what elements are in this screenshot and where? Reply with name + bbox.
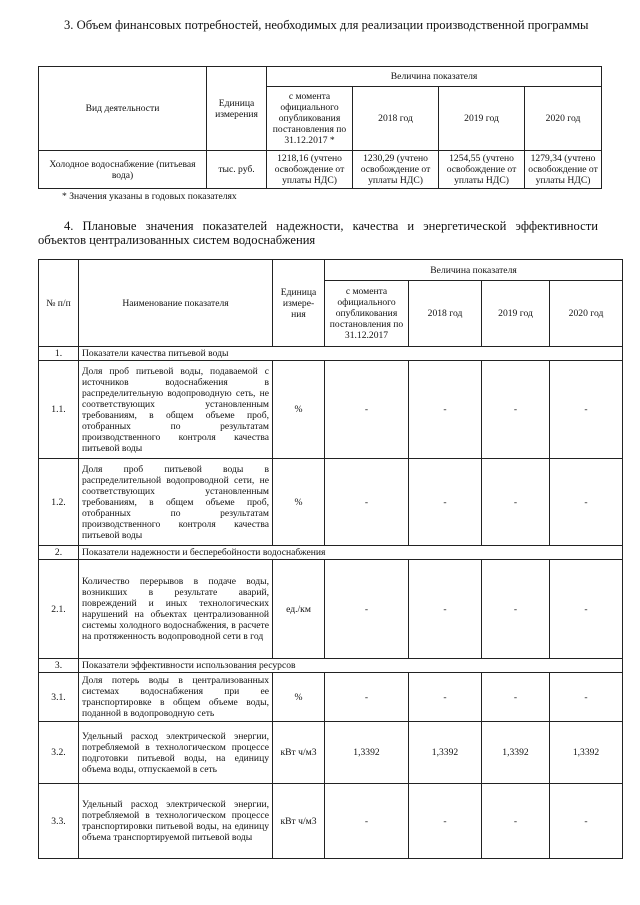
indicator-value: - (325, 673, 409, 722)
indicator-value: - (482, 361, 550, 459)
section-row (39, 347, 623, 361)
value-cell: 1230,29 (учтено освобождение от уплаты НДС) (353, 151, 439, 189)
financial-needs-table (38, 66, 602, 189)
row-number: 3.3. (39, 784, 79, 859)
table-row (39, 673, 623, 722)
indicator-value: - (409, 459, 482, 546)
indicators-table (38, 259, 623, 859)
header-value-group: Величина показателя (325, 260, 623, 281)
indicator-value: 1,3392 (550, 722, 623, 784)
table-row (39, 459, 623, 546)
indicator-value: - (550, 361, 623, 459)
header-period: 2018 год (353, 87, 439, 151)
indicator-value: - (550, 673, 623, 722)
indicator-value: - (550, 784, 623, 859)
indicator-unit: кВт ч/м3 (273, 784, 325, 859)
section-title: Показатели надежности и бесперебойности водоснабжения (79, 546, 623, 560)
indicator-name: Доля потерь воды в централизованных системах водоснабжения при ее транспортировке в общем объеме воды, поданной в водопроводную сеть (79, 673, 273, 722)
row-number: 3.1. (39, 673, 79, 722)
table-row (39, 722, 623, 784)
indicator-value: - (550, 560, 623, 659)
table-row (39, 560, 623, 659)
indicator-value: 1,3392 (409, 722, 482, 784)
indicator-value: - (482, 673, 550, 722)
indicator-value: - (482, 560, 550, 659)
section-row (39, 659, 623, 673)
header-period: 2020 год (525, 87, 602, 151)
footnote: * Значения указаны в годовых показателях (62, 191, 237, 202)
value-cell: 1218,16 (учтено освобождение от уплаты НДС) (267, 151, 353, 189)
value-cell: 1279,34 (учтено освобождение от уплаты НДС) (525, 151, 602, 189)
indicator-unit: % (273, 459, 325, 546)
indicator-value: 1,3392 (482, 722, 550, 784)
row-number: 3.2. (39, 722, 79, 784)
row-number: 2. (39, 546, 79, 560)
indicator-value: - (325, 560, 409, 659)
header-period: 2020 год (550, 281, 623, 347)
row-number: 1.1. (39, 361, 79, 459)
indicator-value: 1,3392 (325, 722, 409, 784)
section-row (39, 546, 623, 560)
table-row (39, 361, 623, 459)
header-unit: Единица измерения (207, 67, 267, 151)
section-title: Показатели эффективности использования ресурсов (79, 659, 623, 673)
indicator-value: - (325, 361, 409, 459)
indicator-value: - (482, 784, 550, 859)
indicator-unit: ед./км (273, 560, 325, 659)
indicator-unit: кВт ч/м3 (273, 722, 325, 784)
header-name: Наименование показателя (79, 260, 273, 347)
indicator-value: - (409, 784, 482, 859)
unit-cell: тыс. руб. (207, 151, 267, 189)
activity-cell: Холодное водоснабжение (питьевая вода) (39, 151, 207, 189)
row-number: 3. (39, 659, 79, 673)
header-period: 2018 год (409, 281, 482, 347)
header-activity: Вид деятельности (39, 67, 207, 151)
indicator-value: - (325, 784, 409, 859)
header-period: 2019 год (439, 87, 525, 151)
header-period: с момента официального опубликования постановления по 31.12.2017 (325, 281, 409, 347)
section-4-heading: 4. Плановые значения показателей надежности, качества и энергетической эффективности объектов централизованных систем водоснабжения (38, 219, 598, 247)
header-period: с момента официального опубликования постановления по 31.12.2017 * (267, 87, 353, 151)
row-number: 1. (39, 347, 79, 361)
row-number: 1.2. (39, 459, 79, 546)
header-unit: Единица измере-ния (273, 260, 325, 347)
indicator-value: - (409, 560, 482, 659)
indicator-unit: % (273, 673, 325, 722)
header-num: № п/п (39, 260, 79, 347)
value-cell: 1254,55 (учтено освобождение от уплаты НДС) (439, 151, 525, 189)
indicator-name: Количество перерывов в подаче воды, возникших в результате аварий, повреждений и иных технологических нарушений на объектах централизованной системы холодного водоснабжения, в расчете на протяженность водопроводной сети в год (79, 560, 273, 659)
indicator-name: Удельный расход электрической энергии, потребляемой в технологическом процессе подготовки питьевой воды, на единицу объема воды, отпускаемой в сеть (79, 722, 273, 784)
indicator-name: Доля проб питьевой воды в распределительной водопроводной сети, не соответствующих установленным требованиям, в общем объеме проб, отобранных по результатам производственного контроля качества питьевой воды (79, 459, 273, 546)
indicator-unit: % (273, 361, 325, 459)
indicator-name: Доля проб питьевой воды, подаваемой с источников водоснабжения в распределительную водопроводную сеть, не соответствующих установленным требованиям, в общем объеме проб, отобранных по результатам производственного контроля качества питьевой воды (79, 361, 273, 459)
section-title: Показатели качества питьевой воды (79, 347, 623, 361)
header-period: 2019 год (482, 281, 550, 347)
indicator-value: - (409, 361, 482, 459)
row-number: 2.1. (39, 560, 79, 659)
table-row (39, 784, 623, 859)
indicator-value: - (409, 673, 482, 722)
indicator-name: Удельный расход электрической энергии, потребляемой в технологическом процессе транспортировки питьевой воды, на единицу объема транспортируемой питьевой воды (79, 784, 273, 859)
section-3-heading: 3. Объем финансовых потребностей, необходимых для реализации производственной программы (64, 18, 589, 32)
indicator-value: - (550, 459, 623, 546)
header-value-group: Величина показателя (267, 67, 602, 87)
indicator-value: - (482, 459, 550, 546)
indicator-value: - (325, 459, 409, 546)
